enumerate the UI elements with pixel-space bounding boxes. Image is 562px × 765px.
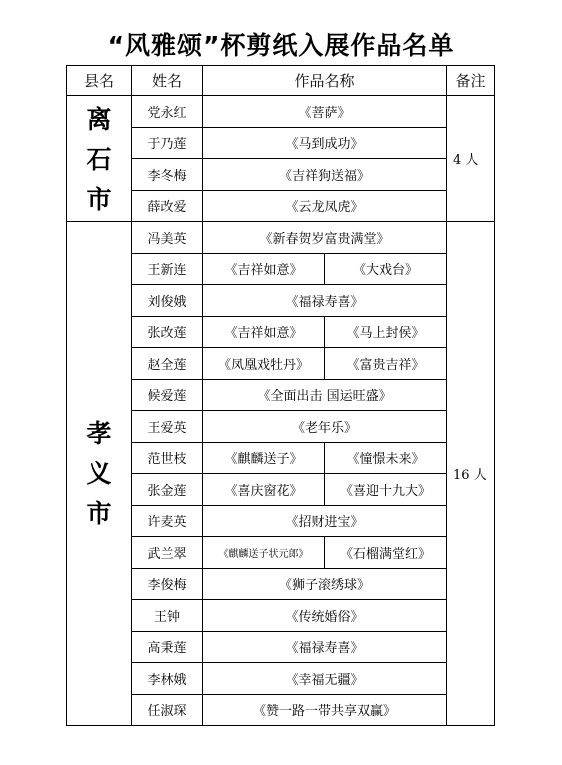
work-title: 《吉祥如意》 xyxy=(203,316,325,348)
artist-name: 武兰翠 xyxy=(132,537,203,569)
artist-name: 范世枝 xyxy=(132,442,203,474)
artist-name: 李俊梅 xyxy=(132,568,203,600)
table-row xyxy=(67,285,495,317)
artist-name: 赵全莲 xyxy=(132,348,203,380)
work-title: 《吉祥如意》 xyxy=(203,253,325,285)
work-title: 《大戏台》 xyxy=(325,253,447,285)
table-row xyxy=(67,127,495,159)
table-row xyxy=(67,222,495,254)
work-title: 《福禄寿喜》 xyxy=(203,631,447,663)
artist-name: 高秉莲 xyxy=(132,631,203,663)
artist-name: 张金莲 xyxy=(132,474,203,506)
work-title: 《赞一路一带共享双赢》 xyxy=(203,694,447,726)
work-title: 《喜迎十九大》 xyxy=(325,474,447,506)
artist-name: 李冬梅 xyxy=(132,159,203,191)
table-row xyxy=(67,505,495,537)
work-title: 《马上封侯》 xyxy=(325,316,447,348)
table-row xyxy=(67,253,495,285)
work-title: 《福禄寿喜》 xyxy=(203,285,447,317)
work-title: 《麒麟送子》 xyxy=(203,442,325,474)
work-title: 《喜庆窗花》 xyxy=(203,474,325,506)
work-title: 《吉祥狗送福》 xyxy=(203,159,447,191)
header-works: 作品名称 xyxy=(203,66,447,96)
county-cell xyxy=(67,96,132,222)
work-title: 《狮子滚绣球》 xyxy=(203,568,447,600)
county-char: 孝 xyxy=(86,418,112,448)
exhibition-list-table xyxy=(66,65,495,726)
artist-name: 王钟 xyxy=(132,600,203,632)
county-cell xyxy=(67,222,132,726)
work-title: 《石榴满堂红》 xyxy=(325,537,447,569)
header-note: 备注 xyxy=(447,66,495,96)
artist-name: 李林娥 xyxy=(132,663,203,695)
table-row xyxy=(67,348,495,380)
work-title: 《新春贺岁富贵满堂》 xyxy=(203,222,447,254)
work-title: 《招财进宝》 xyxy=(203,505,447,537)
table-row xyxy=(67,474,495,506)
county-char: 市 xyxy=(86,498,112,528)
county-char: 石 xyxy=(86,145,112,174)
artist-name: 许麦英 xyxy=(132,505,203,537)
work-title: 《麒麟送子状元郎》 xyxy=(203,537,325,569)
header-name: 姓名 xyxy=(132,66,203,96)
table-row xyxy=(67,600,495,632)
table-row xyxy=(67,631,495,663)
artist-name: 刘俊娥 xyxy=(132,285,203,317)
work-title: 《云龙凤虎》 xyxy=(203,190,447,222)
artist-name: 任淑琛 xyxy=(132,694,203,726)
work-title: 《憧憬未来》 xyxy=(325,442,447,474)
note-count: 16 人 xyxy=(447,222,495,726)
artist-name: 薛改爱 xyxy=(132,190,203,222)
work-title: 《全面出击 国运旺盛》 xyxy=(203,379,447,411)
table-row xyxy=(67,568,495,600)
page-title: “风雅颂”杯剪纸入展作品名单 xyxy=(107,31,455,60)
county-char: 市 xyxy=(86,185,112,214)
artist-name: 党永红 xyxy=(132,96,203,128)
artist-name: 冯美英 xyxy=(132,222,203,254)
artist-name: 于乃莲 xyxy=(132,127,203,159)
county-char: 义 xyxy=(86,458,112,488)
table-row xyxy=(67,316,495,348)
table-header-row xyxy=(67,66,495,96)
artist-name: 王爱英 xyxy=(132,411,203,443)
table-row xyxy=(67,442,495,474)
work-title: 《菩萨》 xyxy=(203,96,447,128)
artist-name: 王新连 xyxy=(132,253,203,285)
table-row xyxy=(67,159,495,191)
artist-name: 张改莲 xyxy=(132,316,203,348)
table-row xyxy=(67,694,495,726)
table-row xyxy=(67,96,495,128)
table-row xyxy=(67,190,495,222)
work-title: 《凤凰戏牡丹》 xyxy=(203,348,325,380)
header-county: 县名 xyxy=(67,66,132,96)
work-title: 《老年乐》 xyxy=(203,411,447,443)
note-count: 4 人 xyxy=(447,96,495,222)
artist-name: 候爱莲 xyxy=(132,379,203,411)
table-row xyxy=(67,537,495,569)
table-row xyxy=(67,411,495,443)
work-title: 《传统婚俗》 xyxy=(203,600,447,632)
table-row xyxy=(67,663,495,695)
table-row xyxy=(67,379,495,411)
work-title: 《马到成功》 xyxy=(203,127,447,159)
work-title: 《幸福无疆》 xyxy=(203,663,447,695)
work-title: 《富贵吉祥》 xyxy=(325,348,447,380)
county-char: 离 xyxy=(86,105,112,134)
